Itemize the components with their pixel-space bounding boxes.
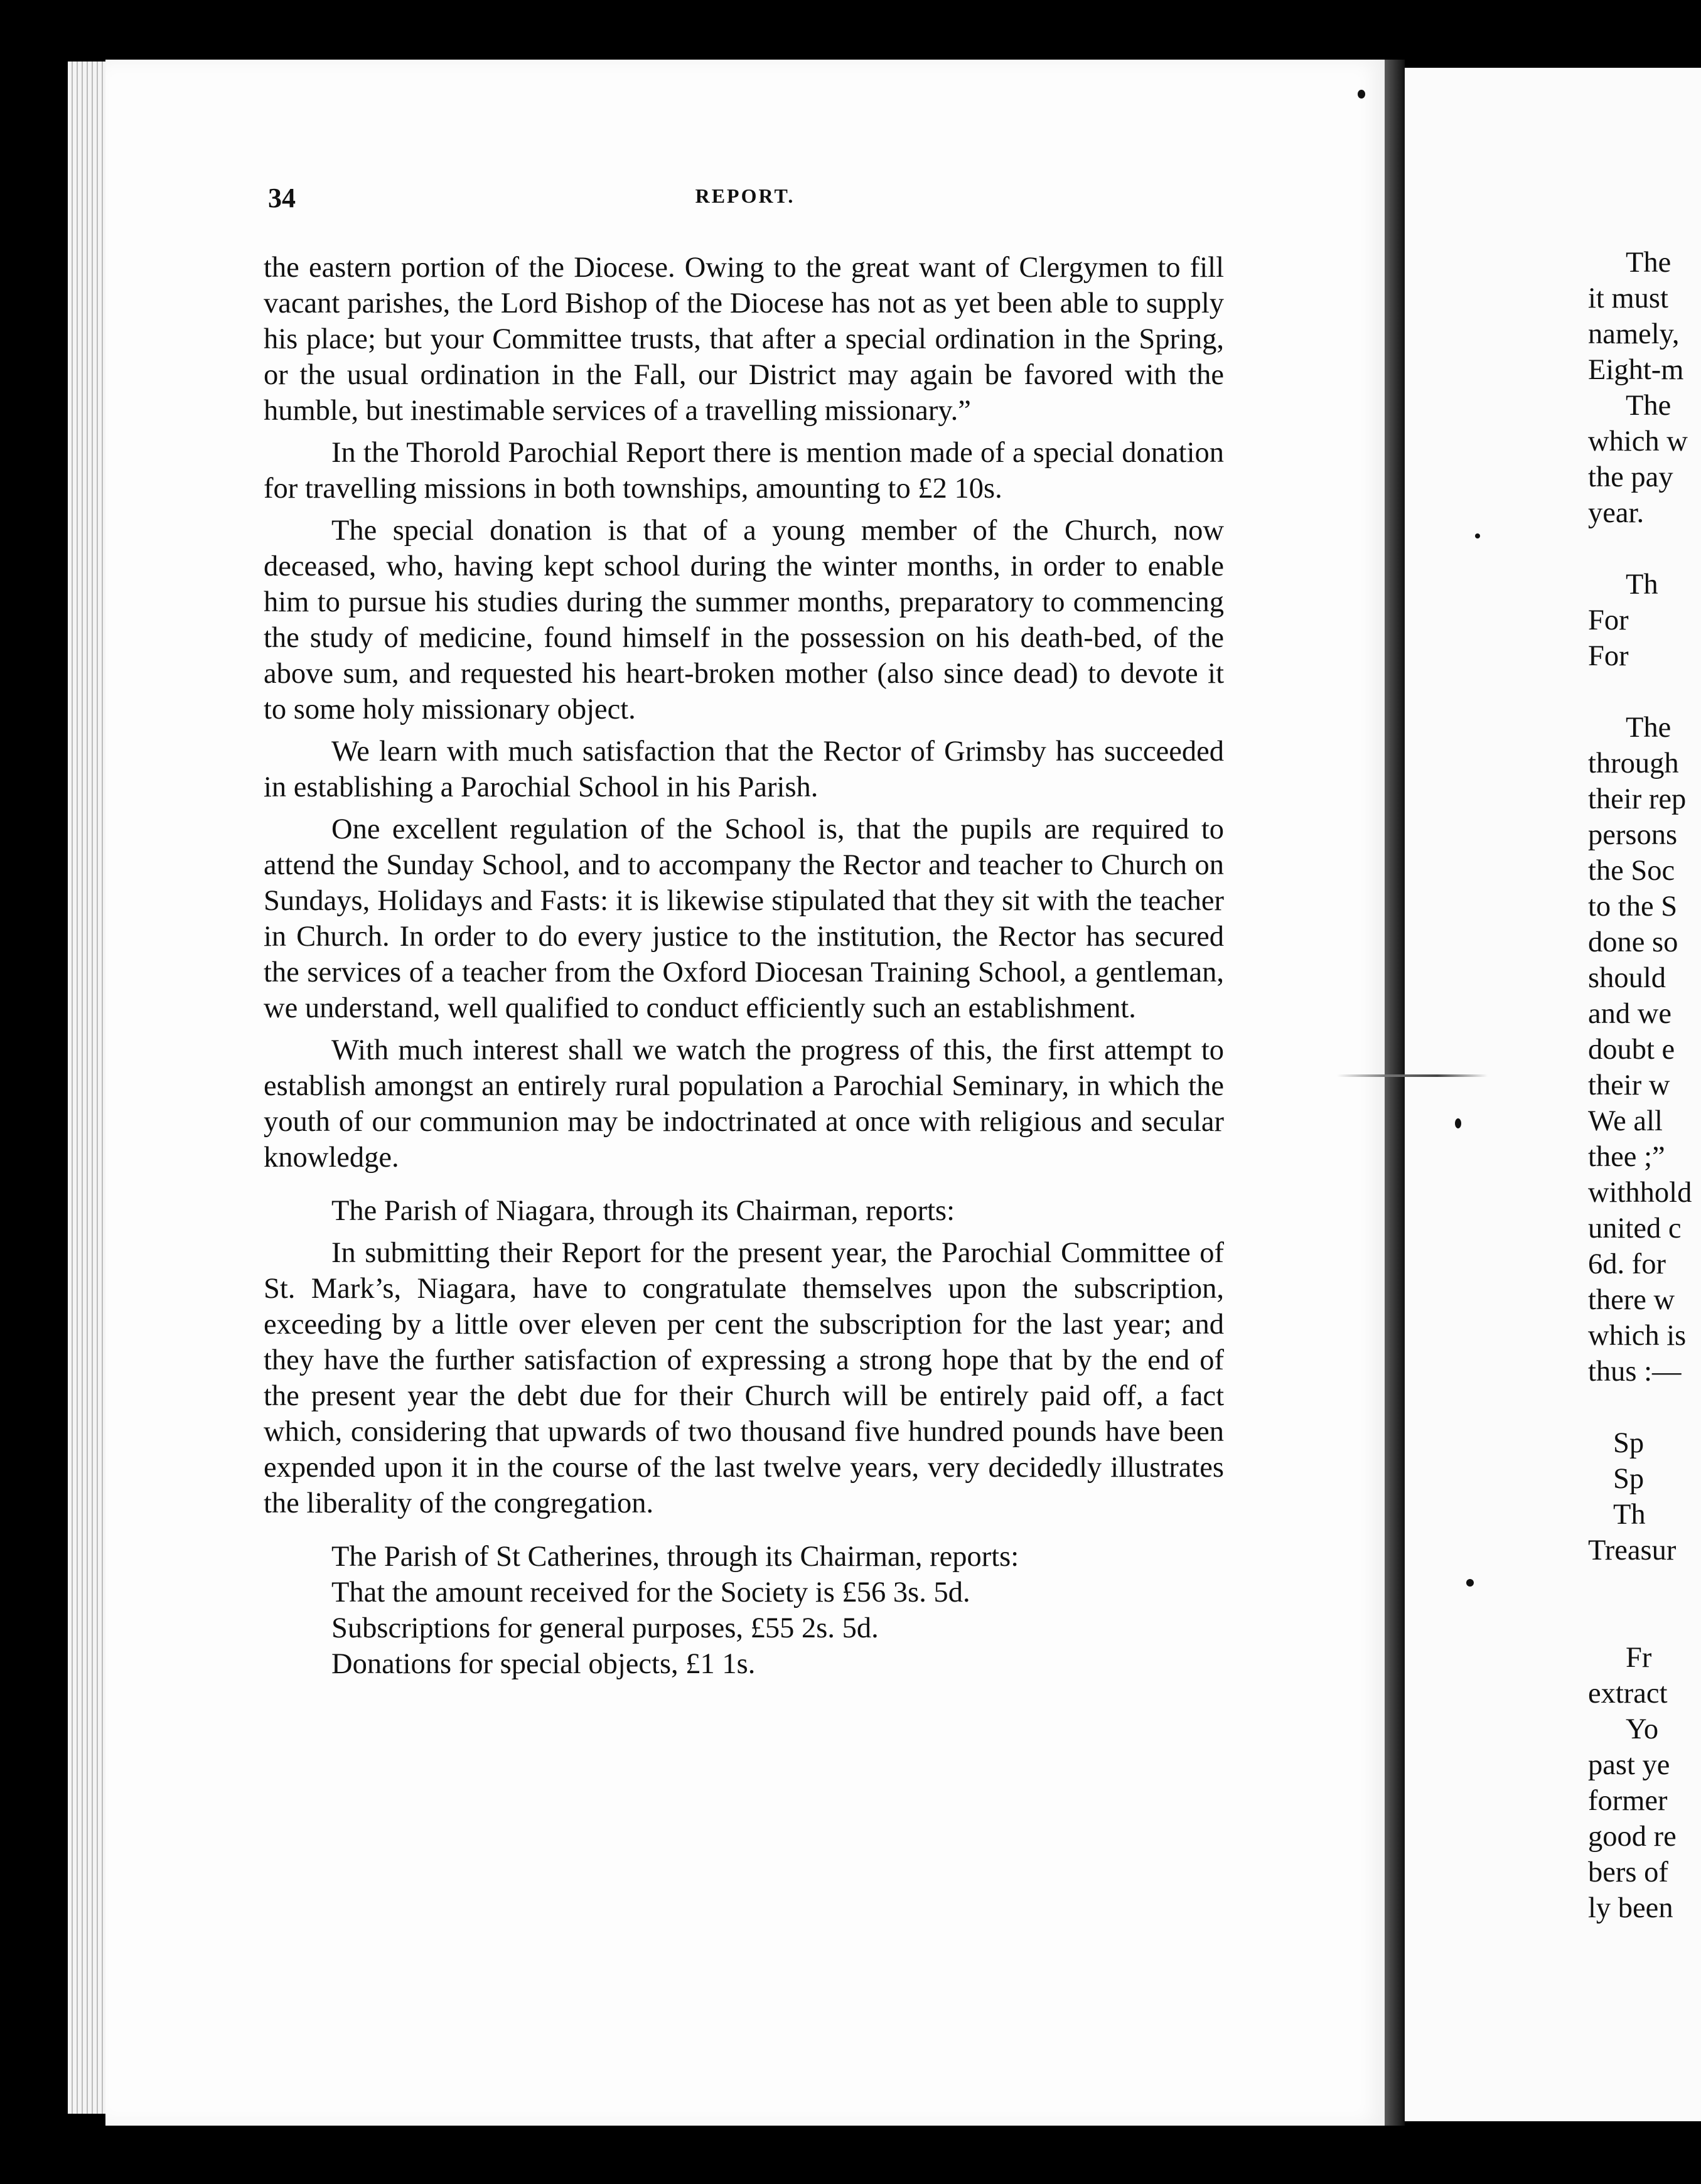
right-page-line: Th: [1626, 569, 1658, 601]
right-page-line: thee ;”: [1588, 1141, 1665, 1173]
right-page-line: former: [1588, 1785, 1668, 1817]
right-page-line: We all: [1588, 1105, 1663, 1137]
right-page-line: 6d. for: [1588, 1248, 1666, 1280]
pencil-mark: [1337, 1074, 1488, 1077]
right-page-line: bers of: [1588, 1856, 1668, 1888]
book-gutter: [1385, 60, 1405, 2126]
paragraph: One excellent regulation of the School is, that the pupils are required to attend the Sunday School, and to accompany the Rector and teacher to Church on Sundays, Holidays and Fasts: it is likewise stipulated that they sit with the teacher in Church. In order to do every justice to the institution, the Rector has secured the services of a teacher from the Oxford Diocesan Training School, a gentleman, we understand, well qualified to conduct efficiently such an establishment.: [264, 813, 1224, 1024]
page-number: 34: [268, 183, 296, 213]
right-page-text: [1588, 245, 1701, 1926]
right-page-line: withhold: [1588, 1177, 1692, 1209]
right-page-line: their w: [1588, 1069, 1670, 1101]
paragraph: With much interest shall we watch the progress of this, the first attempt to establish amongst an entirely rural population a Parochial Seminary, in which the youth of our communion may be indoctrinated at once with religious and secular knowledge.: [264, 1034, 1224, 1174]
right-page-line: [1588, 1568, 1701, 1604]
right-page-line: Yo: [1626, 1713, 1659, 1745]
right-page-line: Treasur: [1588, 1534, 1677, 1566]
report-line: Donations for special objects, £1 1s.: [331, 1648, 756, 1680]
right-page-line: For: [1588, 604, 1629, 636]
right-page-line: The: [1626, 247, 1671, 279]
right-page-line: ly been: [1588, 1892, 1673, 1924]
right-page-line: persons: [1588, 819, 1678, 851]
right-page-line: and we: [1588, 998, 1671, 1030]
right-page-line: doubt e: [1588, 1034, 1675, 1066]
right-page-line: Sp: [1613, 1427, 1645, 1459]
right-page-line: through: [1588, 747, 1679, 779]
right-page-line: there w: [1588, 1284, 1675, 1316]
right-page-line: done so: [1588, 926, 1678, 958]
right-page-line: [1588, 1604, 1701, 1640]
right-page-line: [1588, 674, 1701, 710]
right-page-line: which w: [1588, 426, 1688, 458]
right-page-line: The: [1626, 390, 1671, 422]
paragraph: In the Thorold Parochial Report there is mention made of a special donation for travelling missions in both townships, amounting to £2 10s.: [264, 437, 1224, 505]
right-page-line: Fr: [1626, 1642, 1652, 1674]
right-page-line: it must: [1588, 282, 1668, 314]
right-page-line: past ye: [1588, 1749, 1670, 1781]
paragraph: the eastern portion of the Diocese. Owing to the great want of Clergymen to fill vacant parishes, the Lord Bishop of the Diocese has not as yet been able to supply his place; but your Committee trusts, that after a special ordination in the Spring, or the usual ordination in the Fall, our District may again be favored with the humble, but inestimable services of a travelling missionary.”: [264, 252, 1224, 427]
page-header: [268, 182, 1222, 220]
right-page-line: Eight-m: [1588, 354, 1684, 386]
right-page-line: which is: [1588, 1320, 1687, 1352]
right-page-line: Th: [1613, 1499, 1646, 1531]
right-page-line: For: [1588, 640, 1629, 672]
report-line: That the amount received for the Society is £56 3s. 5d.: [331, 1576, 970, 1609]
right-page-line: good re: [1588, 1821, 1677, 1853]
right-page-line: namely,: [1588, 318, 1680, 350]
right-page-line: thus :—: [1588, 1356, 1682, 1388]
right-page-line: Sp: [1613, 1463, 1645, 1495]
right-page-line: year.: [1588, 497, 1645, 529]
right-page-line: extract: [1588, 1678, 1668, 1710]
right-page-line: The: [1626, 712, 1671, 744]
right-page-line: to the S: [1588, 891, 1678, 923]
report-line: Subscriptions for general purposes, £55 2s. 5d.: [331, 1612, 879, 1644]
running-head: REPORT.: [695, 185, 795, 207]
speck: [1466, 1579, 1474, 1587]
speck: [1475, 533, 1480, 538]
paragraph: The Parish of Niagara, through its Chairman, reports:: [331, 1195, 955, 1227]
right-page-line: [1588, 531, 1701, 567]
speck: [1358, 90, 1365, 99]
right-page-line: [1588, 1389, 1701, 1425]
right-page-line: should: [1588, 962, 1666, 994]
report-line: The Parish of St Catherines, through its Chairman, reports:: [331, 1541, 1019, 1573]
right-page-line: the Soc: [1588, 855, 1675, 887]
left-page-body: [264, 250, 1224, 1688]
right-page-line: the pay: [1588, 461, 1673, 493]
right-page-line: their rep: [1588, 783, 1687, 815]
right-page-line: united c: [1588, 1212, 1682, 1245]
st-catherines-report: [264, 1539, 1224, 1682]
speck: [1455, 1118, 1461, 1128]
paragraph: We learn with much satisfaction that the Rector of Grimsby has succeeded in establishing a Parochial School in his Parish.: [264, 736, 1224, 803]
paragraph: In submitting their Report for the present year, the Parochial Committee of St. Mark’s, Niagara, have to congratulate themselves upon the subscription, exceeding by a little over eleven per cent the subscription for the last year; and they have the further satisfaction of expressing a strong hope that by the end of the present year the debt due for their Church will be entirely paid off, a fact which, considering that upwards of two thousand five hundred pounds have been expended upon it in the course of the last twelve years, very decidedly illustrates the liberality of the congregation.: [264, 1237, 1224, 1519]
paragraph: The special donation is that of a young member of the Church, now deceased, who, having kept school during the winter months, in order to enable him to pursue his studies during the summer months, preparatory to commencing the study of medicine, found himself in the possession on his death-bed, of the above sum, and requested his heart-broken mother (also since dead) to devote it to some holy missionary object.: [264, 515, 1224, 725]
